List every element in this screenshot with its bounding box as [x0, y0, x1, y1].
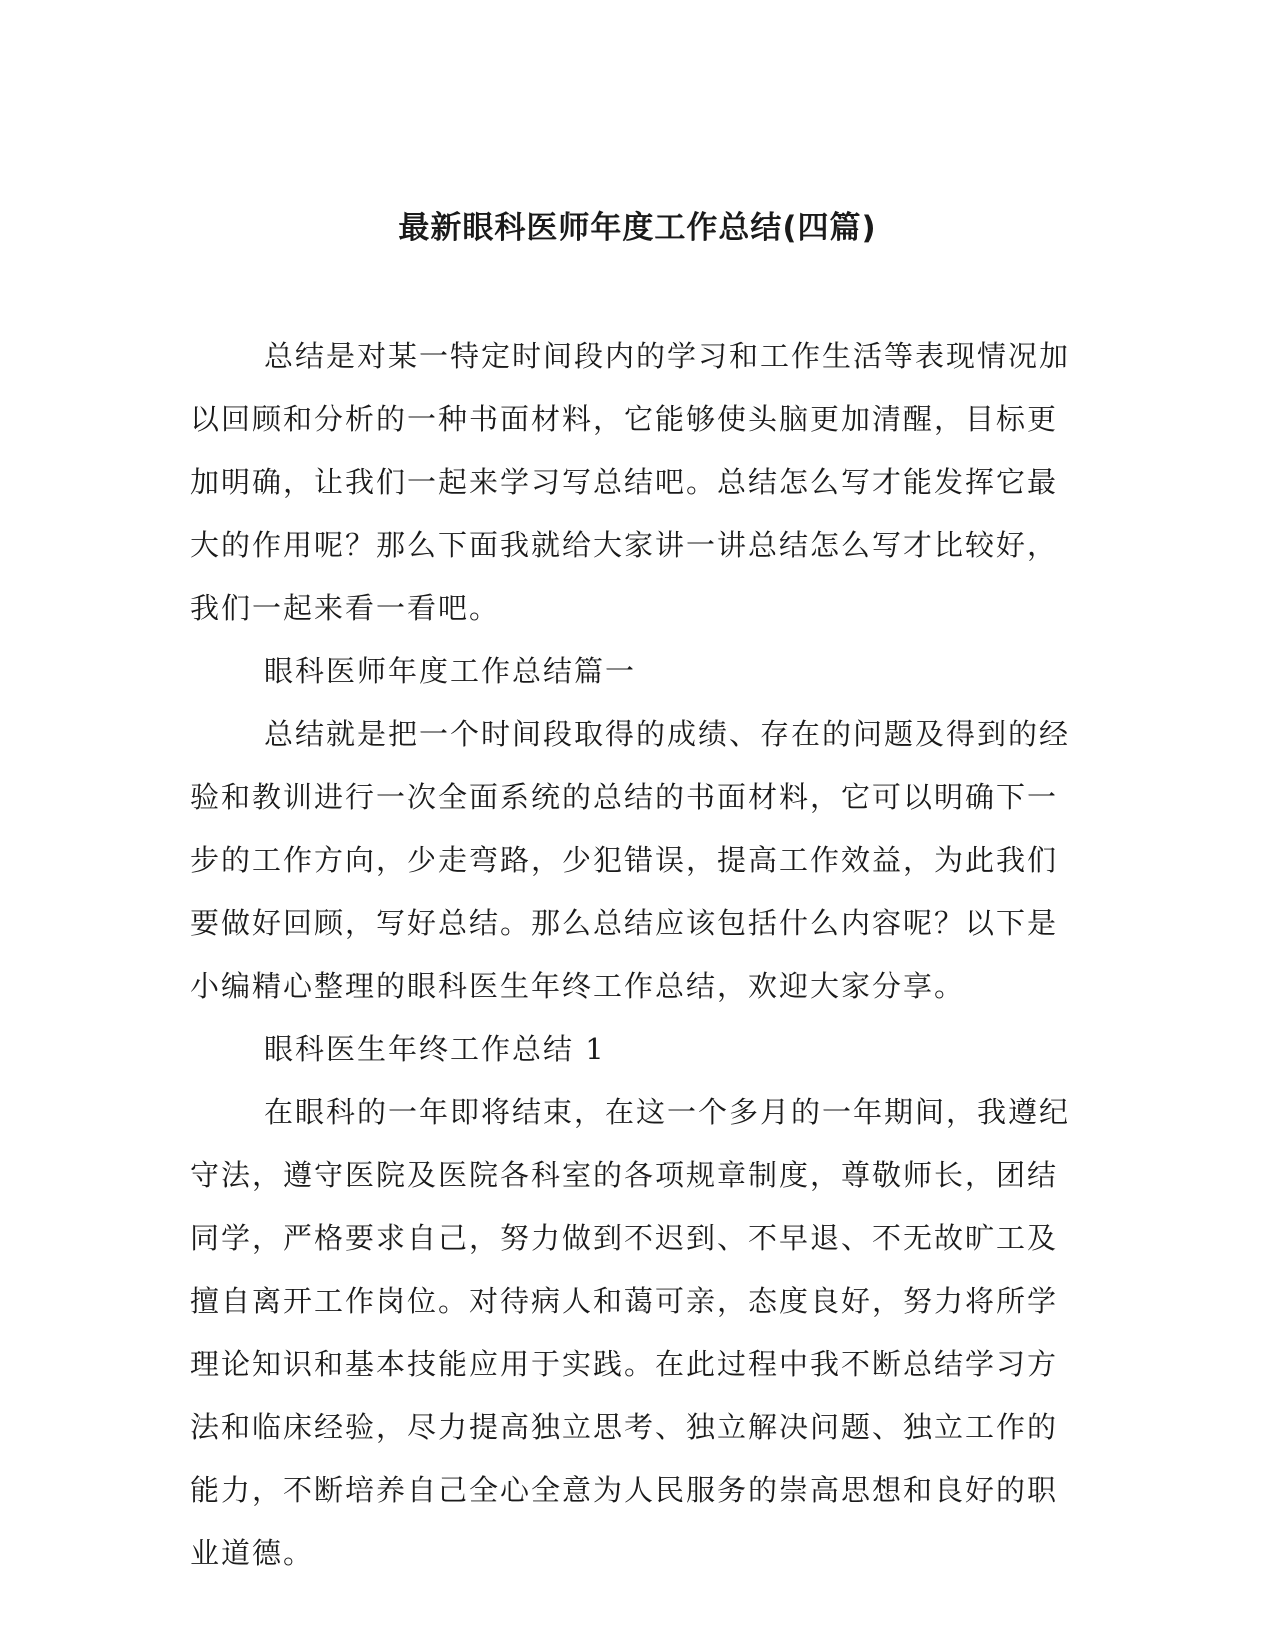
subsection-heading-summary-1: 眼科医生年终工作总结 1	[264, 1032, 606, 1066]
document-title: 最新眼科医师年度工作总结(四篇)	[398, 210, 877, 246]
section-heading-part-one: 眼科医师年度工作总结篇一	[264, 654, 637, 688]
summary-1-paragraph: 在眼科的一年即将结束，在这一个多月的一年期间，我遵纪守法，遵守医院及医院各科室的各项规章制度，尊敬师长，团结同学，严格要求自己，努力做到不迟到、不早退、不无故旷工及擅自离开工作岗位。对待病人和蔼可亲，态度良好，努力将所学理论知识和基本技能应用于实践。在此过程中我不断总结学习方法和临床经验，尽力提高独立思考、独立解决问题、独立工作的能力，不断培养自己全心全意为人民服务的崇高思想和良好的职业道德。	[190, 1095, 1071, 1570]
intro-paragraph: 总结是对某一特定时间段内的学习和工作生活等表现情况加以回顾和分析的一种书面材料，它能够使头脑更加清醒，目标更加明确，让我们一起来学习写总结吧。总结怎么写才能发挥它最大的作用呢？那么下面我就给大家讲一讲总结怎么写才比较好，我们一起来看一看吧。	[190, 339, 1071, 625]
document-body	[190, 325, 1078, 1585]
section-paragraph-part-one: 总结就是把一个时间段取得的成绩、存在的问题及得到的经验和教训进行一次全面系统的总结的书面材料，它可以明确下一步的工作方向，少走弯路，少犯错误，提高工作效益，为此我们要做好回顾，写好总结。那么总结应该包括什么内容呢？以下是小编精心整理的眼科医生年终工作总结，欢迎大家分享。	[190, 717, 1071, 1003]
